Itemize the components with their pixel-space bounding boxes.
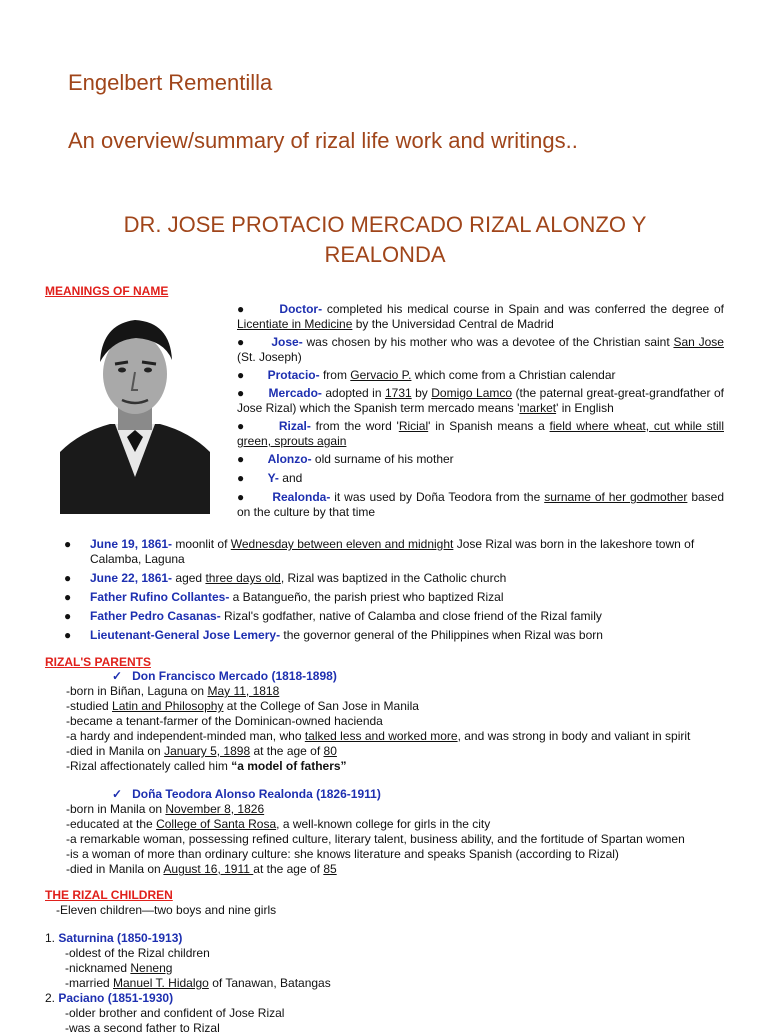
line-text: at the age of [253, 862, 324, 876]
child-number: 2. [45, 991, 59, 1005]
bullet-icon: ● [64, 609, 72, 623]
list-item [237, 368, 724, 383]
list-item [237, 471, 724, 486]
mother-line: -a remarkable woman, possessing refined culture, literary talent, business ability, and the fortitude of Spartan women [66, 832, 685, 846]
list-item [64, 590, 728, 605]
bullet-icon: ● [237, 335, 245, 349]
check-icon: ✓ [112, 669, 123, 683]
father-name: Don Francisco Mercado (1818-1898) [132, 669, 337, 683]
underlined-text: May 11, 1818 [207, 684, 280, 698]
bullet-icon: ● [237, 419, 246, 433]
item-text: aged [172, 571, 206, 585]
document-subtitle: An overview/summary of rizal life work and writings.. [68, 128, 578, 153]
bullet-icon: ● [237, 490, 245, 504]
check-icon: ✓ [112, 787, 123, 801]
bold-quote: “a model of fathers” [231, 759, 347, 773]
item-text: ' in Spanish means a [428, 419, 550, 433]
item-text: (the paternal great-great-grandfather of Jose Rizal) which the Spanish term mercado means ' [237, 386, 725, 415]
term-rizal: Rizal- [278, 419, 311, 433]
mother-line [66, 862, 746, 877]
item-text: was chosen by his mother who was a devotee of the Christian saint [302, 335, 674, 349]
child-detail: -was a second father to Rizal [65, 1021, 220, 1035]
list-item [64, 537, 728, 567]
item-text: which come from a Christian calendar [411, 368, 616, 382]
child-row [45, 991, 745, 1006]
bullet-icon: ● [237, 452, 245, 466]
item-text: , Rizal was baptized in the Catholic church [280, 571, 507, 585]
underlined-text: 1731 [384, 386, 412, 400]
item-text: from the word ' [310, 419, 399, 433]
father-line [66, 744, 746, 759]
item-text: adopted in [321, 386, 385, 400]
line-text: -died in Manila on [66, 862, 164, 876]
underlined-text: January 5, 1898 [164, 744, 251, 758]
item-text: Rizal's godfather, native of Calamba and close friend of the Rizal family [220, 609, 602, 623]
underlined-text: field where wheat, cut while still green, sprouts again [237, 419, 724, 448]
underlined-text: August 16, 1911 [163, 862, 254, 876]
line-text: , a well-known college for girls in the city [276, 817, 491, 831]
list-item [237, 386, 724, 416]
mother-name: Doña Teodora Alonso Realonda (1826-1911) [132, 787, 381, 801]
item-text: old surname of his mother [311, 452, 454, 466]
term-jose: Jose- [271, 335, 303, 349]
item-text: and [278, 471, 303, 485]
list-item [237, 419, 724, 449]
father-block [66, 669, 746, 774]
child-row [45, 931, 745, 946]
bullet-icon: ● [237, 302, 246, 316]
father-line: -became a tenant-farmer of the Dominican-owned hacienda [66, 714, 383, 728]
underlined-text: College of Santa Rosa [156, 817, 277, 831]
bullet-icon: ● [64, 571, 72, 585]
mother-block [66, 787, 746, 877]
section-heading-children: THE RIZAL CHILDREN [45, 888, 173, 902]
term-doctor: Doctor- [279, 302, 323, 316]
underlined-text: San Jose [673, 335, 724, 349]
line-text: at the age of [250, 744, 324, 758]
underlined-text: 85 [323, 862, 337, 876]
list-item [64, 628, 728, 643]
item-text: by [411, 386, 432, 400]
mother-line [66, 802, 746, 817]
term-y: Y- [267, 471, 279, 485]
line-text: -studied [66, 699, 113, 713]
children-intro: -Eleven children—two boys and nine girls [56, 903, 277, 917]
page-title [40, 210, 730, 270]
child-name: Saturnina (1850-1913) [58, 931, 183, 945]
list-item [237, 490, 724, 520]
father-line [66, 759, 746, 774]
child-detail: -older brother and confident of Jose Rizal [65, 1006, 285, 1020]
item-text: by the Universidad Central de Madrid [352, 317, 554, 331]
father-line [66, 684, 746, 699]
term-realonda: Realonda- [272, 490, 331, 504]
item-text: (St. Joseph) [237, 350, 302, 364]
line-text: -Rizal affectionately called him [66, 759, 232, 773]
bullet-icon: ● [64, 628, 72, 642]
list-item [237, 452, 724, 467]
child-detail: -oldest of the Rizal children [65, 946, 210, 960]
list-item [237, 302, 724, 332]
underlined-text: November 8, 1826 [165, 802, 265, 816]
line-text: at the College of San Jose in Manila [223, 699, 419, 713]
list-item [64, 571, 728, 586]
term-protacio: Protacio- [267, 368, 320, 382]
mother-line [66, 817, 746, 832]
underlined-text: Gervacio P. [350, 368, 412, 382]
underlined-text: Domigo Lamco [431, 386, 513, 400]
child-name: Paciano (1851-1930) [58, 991, 174, 1005]
underlined-text: Ricial [398, 419, 429, 433]
father-name-row [66, 669, 746, 684]
item-text: it was used by Doña Teodora from the [330, 490, 545, 504]
father-line [66, 729, 746, 744]
line-text: -born in Manila on [66, 802, 166, 816]
section-heading-parents: RIZAL'S PARENTS [45, 655, 151, 669]
person-term: Father Rufino Collantes- [90, 590, 230, 604]
term-mercado: Mercado- [268, 386, 322, 400]
author-name: Engelbert Rementilla [68, 70, 273, 95]
underlined-text: Wednesday between eleven and midnight [230, 537, 454, 551]
item-text: Jose Rizal was born in the lakeshore town of Calamba, Laguna [90, 537, 695, 566]
title-line-2: REALONDA [324, 242, 446, 267]
birth-facts-list [64, 537, 728, 643]
bullet-icon: ● [237, 386, 245, 400]
line-text: -a hardy and independent-minded man, who [66, 729, 305, 743]
term-alonzo: Alonzo- [267, 452, 312, 466]
item-text: moonlit of [172, 537, 231, 551]
person-term: Father Pedro Casanas- [90, 609, 221, 623]
line-text: -born in Biñan, Laguna on [66, 684, 208, 698]
child-detail [45, 961, 745, 976]
underlined-text: three days old [205, 571, 281, 585]
person-term: Lieutenant-General Jose Lemery- [90, 628, 281, 642]
underlined-text: 80 [323, 744, 337, 758]
rizal-portrait [60, 302, 210, 514]
item-text: the governor general of the Philippines when Rizal was born [280, 628, 603, 642]
mother-line: -is a woman of more than ordinary culture: she knows literature and speaks Spanish (according to Rizal) [66, 847, 619, 861]
line-text: of Tanawan, Batangas [208, 976, 331, 990]
portrait-image [60, 302, 210, 514]
underlined-text: talked less and worked more [304, 729, 458, 743]
line-text: -married [65, 976, 114, 990]
item-text: from [319, 368, 351, 382]
underlined-text: Latin and Philosophy [112, 699, 224, 713]
line-text: -nicknamed [65, 961, 131, 975]
date-term: June 19, 1861- [90, 537, 173, 551]
mother-name-row [66, 787, 746, 802]
father-line [66, 699, 746, 714]
item-text: completed his medical course in Spain and was conferred the degree of [322, 302, 725, 316]
bullet-icon: ● [64, 590, 72, 604]
item-text: ' in English [556, 401, 614, 415]
underlined-text: market [519, 401, 557, 415]
list-item [64, 609, 728, 624]
list-item [237, 335, 724, 365]
underlined-text: surname of her godmother [544, 490, 688, 504]
underlined-text: Neneng [130, 961, 173, 975]
underlined-text: Licentiate in Medicine [237, 317, 353, 331]
underlined-text: Manuel T. Hidalgo [113, 976, 209, 990]
line-text: -died in Manila on [66, 744, 165, 758]
title-line-1: DR. JOSE PROTACIO MERCADO RIZAL ALONZO Y [123, 212, 647, 237]
bullet-icon: ● [237, 471, 245, 485]
section-heading-meanings: MEANINGS OF NAME [45, 284, 169, 298]
item-text: a Batangueño, the parish priest who baptized Rizal [229, 590, 504, 604]
name-meanings-list [237, 302, 724, 520]
line-text: , and was strong in body and valiant in spirit [457, 729, 691, 743]
item-text: based on the culture by that time [237, 490, 725, 519]
children-list [45, 931, 745, 1036]
bullet-icon: ● [64, 537, 72, 551]
date-term: June 22, 1861- [90, 571, 173, 585]
child-number: 1. [45, 931, 59, 945]
bullet-icon: ● [237, 368, 245, 382]
child-detail [45, 976, 745, 991]
line-text: -educated at the [66, 817, 157, 831]
